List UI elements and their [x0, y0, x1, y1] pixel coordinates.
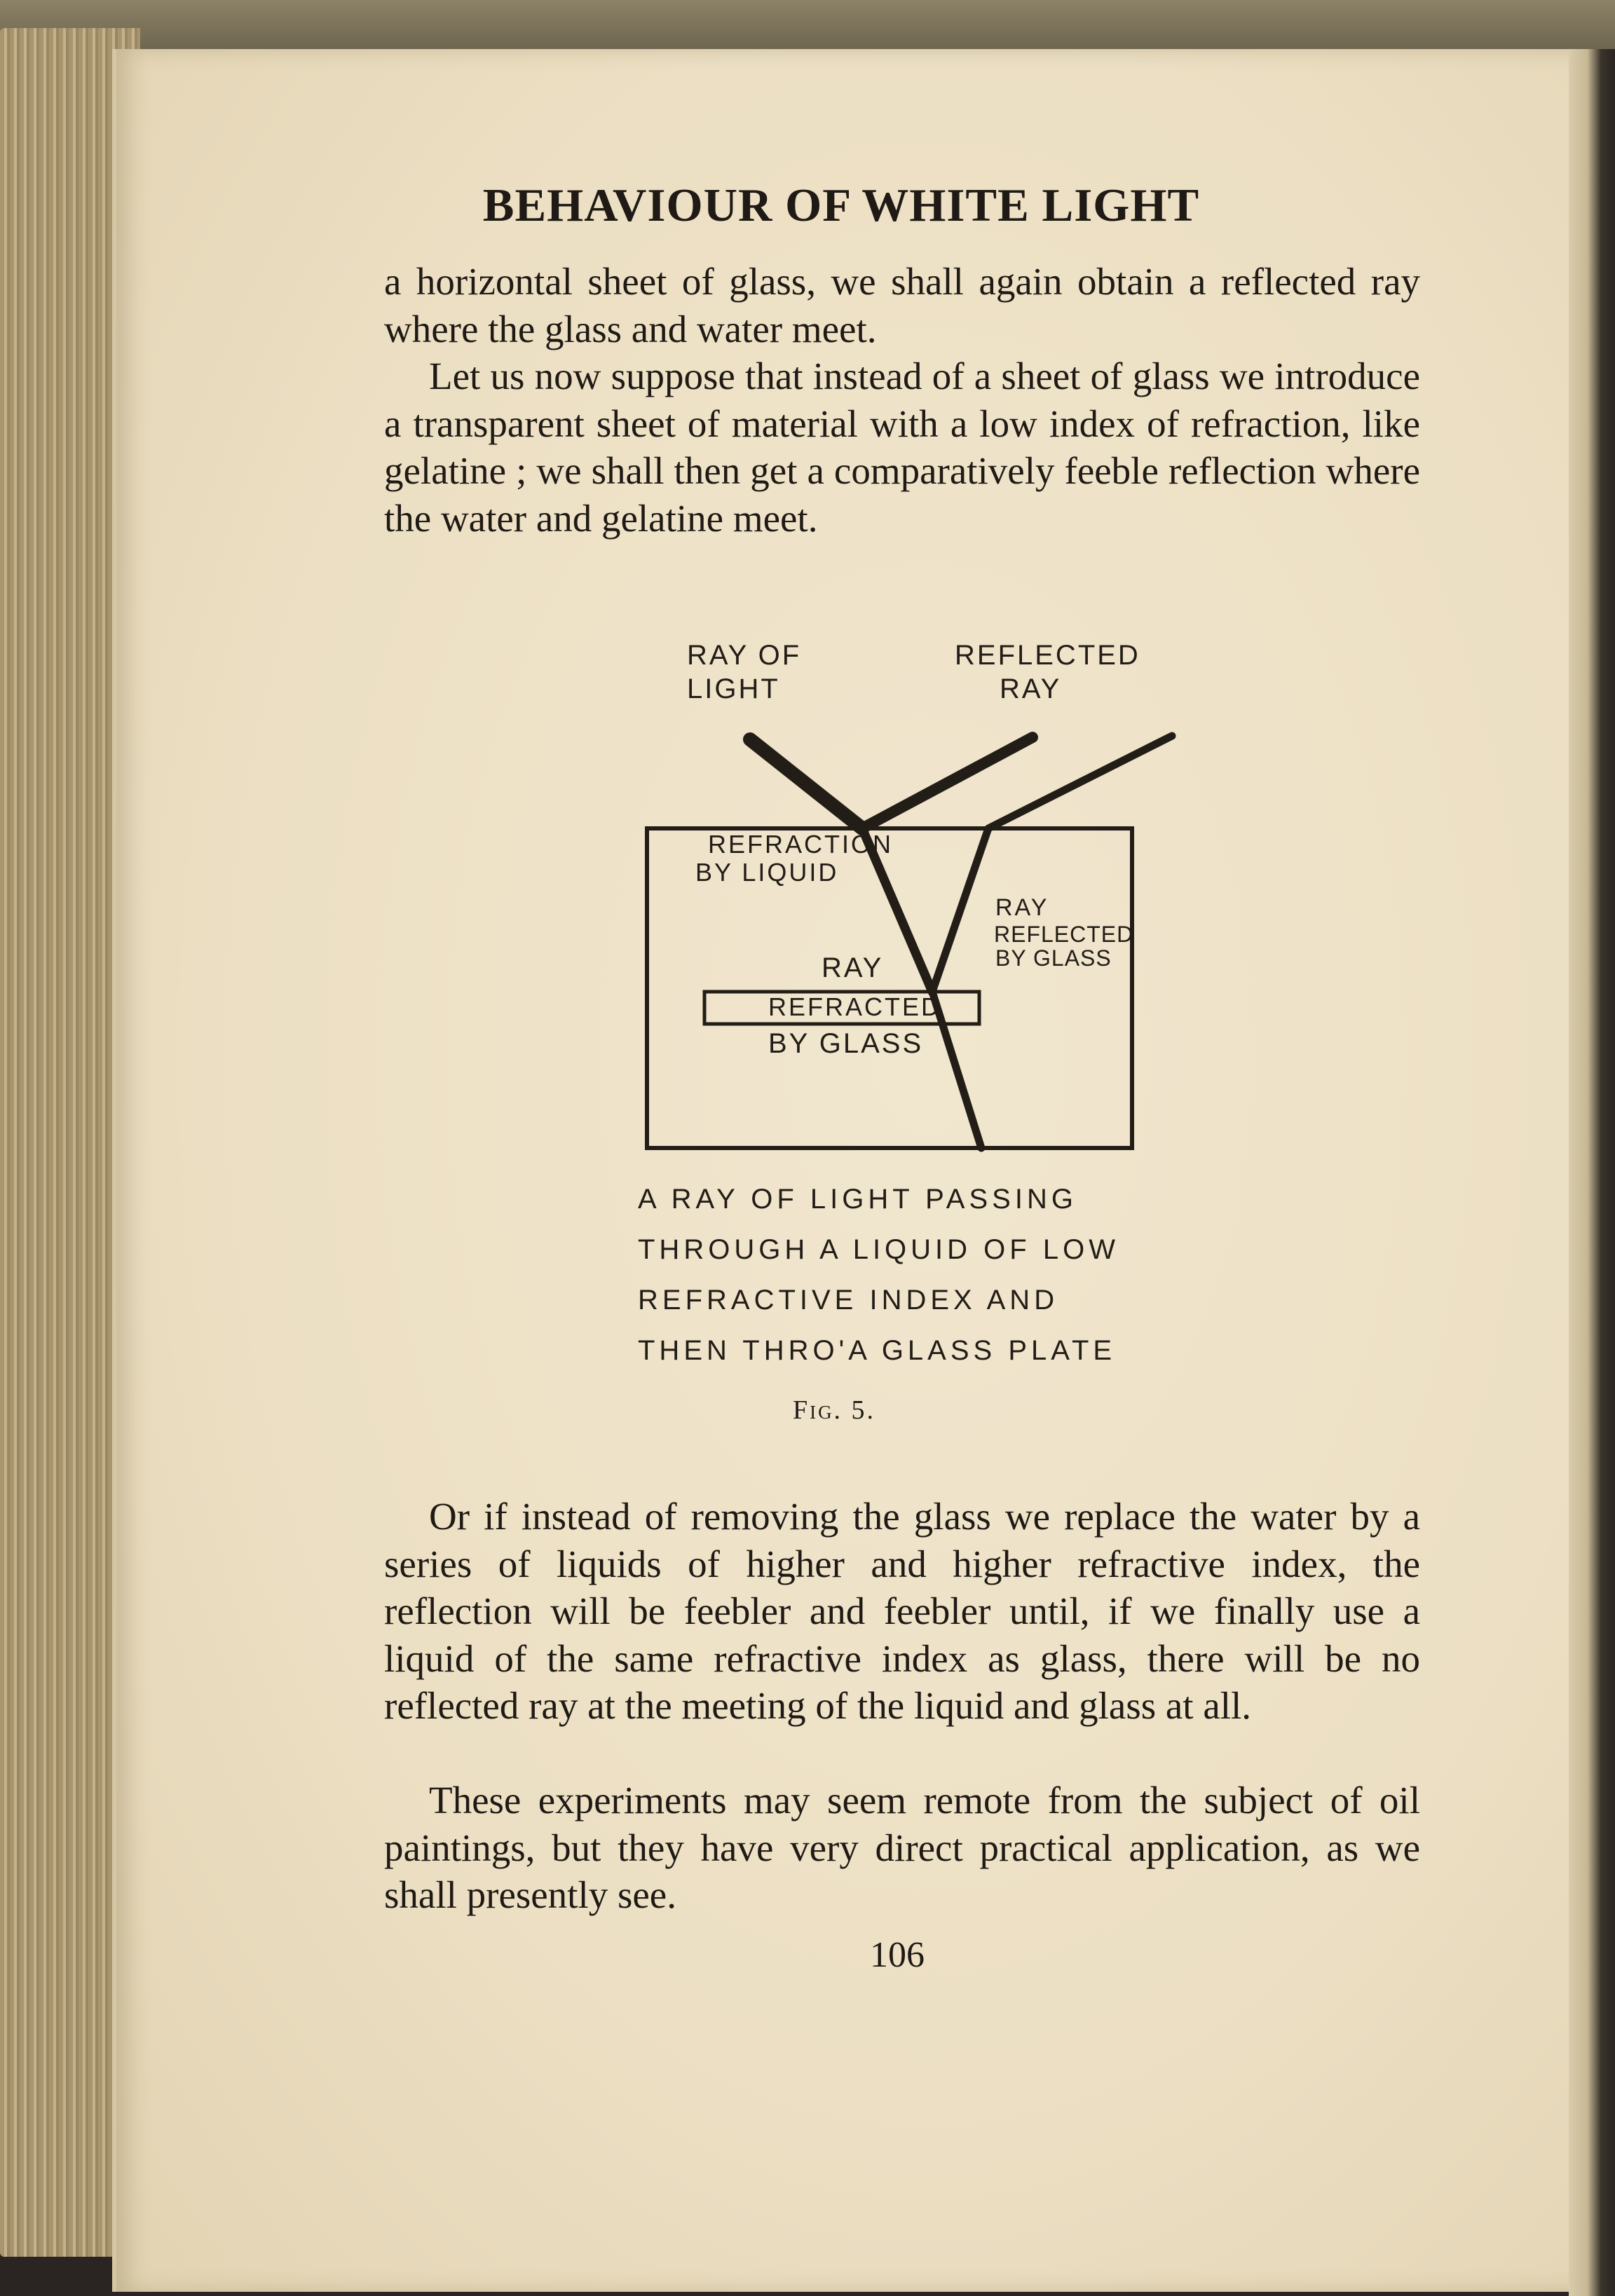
book-cover-edge — [0, 0, 1615, 49]
caption-line-3: REFRACTIVE INDEX AND — [638, 1285, 1059, 1316]
paragraph-2: Let us now suppose that instead of a sheet of glass we introduce a transparent sheet of material with a low index of refraction, like gelatine ; we shall then get a comparatively feeble reflection where the water and gelatine meet. — [384, 355, 1420, 540]
label-ray-refracted-line3: BY GLASS — [768, 1028, 924, 1059]
running-head: BEHAVIOUR OF WHITE LIGHT — [482, 179, 1200, 231]
caption-line-2: THROUGH A LIQUID OF LOW — [638, 1234, 1119, 1265]
paragraph-4: These experiments may seem remote from the subject of oil paintings, but they have very direct practical application, as we shall presently see. — [384, 1779, 1420, 1916]
label-refraction-line1: REFRACTION — [708, 830, 893, 859]
paragraph-1: a horizontal sheet of glass, we shall again obtain a reflected ray where the glass and water meet. — [384, 260, 1420, 350]
label-ray-reflected-line1: RAY — [995, 894, 1049, 921]
label-ray-refracted-line2: REFRACTED — [768, 992, 942, 1021]
label-ray-of-light-line1: RAY OF — [687, 640, 802, 671]
label-ray-reflected-line2: REFLECTED — [994, 922, 1134, 947]
label-refraction-line2: BY LIQUID — [695, 858, 839, 887]
caption-line-1: A RAY OF LIGHT PASSING — [638, 1184, 1077, 1215]
paragraph-3: Or if instead of removing the glass we replace the water by a series of liquids of higher and higher refractive index, the reflection will be feebler and feebler until, if we finally use a liquid of the same refractive index as glass, there will be no reflected ray at the meeting of the liquid and glass at all. — [384, 1495, 1420, 1727]
incident-ray — [750, 739, 862, 828]
label-ray-refracted-line1: RAY — [822, 952, 884, 983]
label-ray-reflected-line3: BY GLASS — [995, 945, 1112, 971]
figure-caption — [638, 1174, 1171, 1376]
page-number: 106 — [870, 1935, 925, 1975]
label-reflected-ray-line2: RAY — [1000, 674, 1062, 704]
page-right-edge — [1569, 49, 1615, 2296]
label-reflected-ray-line1: REFLECTED — [955, 640, 1140, 671]
caption-line-4: THEN THRO'A GLASS PLATE — [638, 1335, 1117, 1366]
label-ray-of-light-line2: LIGHT — [687, 674, 780, 704]
figure-number: Fig. 5. — [792, 1395, 876, 1425]
diagram-drawing — [603, 631, 1206, 1163]
